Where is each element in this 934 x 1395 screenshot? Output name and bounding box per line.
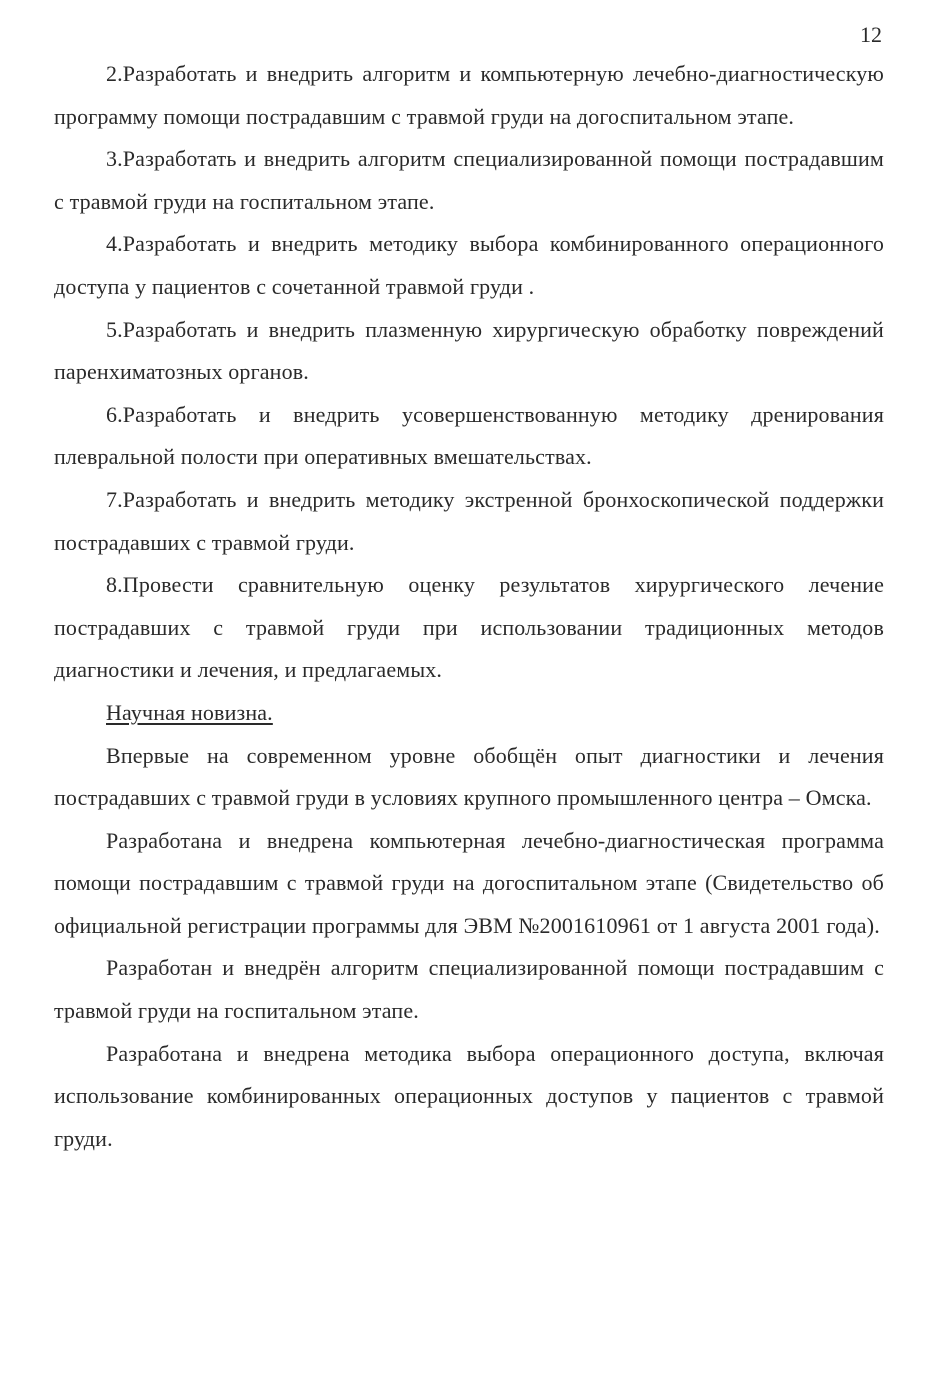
page-number: 12 bbox=[860, 22, 882, 47]
novelty-paragraph: Разработана и внедрена методика выбора операционного доступа, включая использование комбинированных операционных доступов у пациентов с травмой груди. bbox=[54, 1040, 884, 1151]
task-item-7: 7.Разработать и внедрить методику экстренной бронхоскопической поддержки пострадавших с травмой груди. bbox=[54, 486, 884, 555]
novelty-paragraph: Впервые на современном уровне обобщён опыт диагностики и лечения пострадавших с травмой груди в условиях крупного промышленного центра – Омска. bbox=[54, 742, 884, 811]
task-item-5: 5.Разработать и внедрить плазменную хирургическую обработку повреждений паренхиматозных органов. bbox=[54, 316, 884, 385]
novelty-paragraph: Разработана и внедрена компьютерная лечебно-диагностическая программа помощи пострадавшим с травмой груди на догоспитальном этапе (Свидетельство об официальной регистрации программы для ЭВМ №2001610961 от 1 августа 2001 года). bbox=[54, 827, 884, 938]
task-item-8: 8.Провести сравнительную оценку результатов хирургического лечение пострадавших с травмой груди при использовании традиционных методов диагностики и лечения, и предлагаемых. bbox=[54, 572, 884, 683]
task-item-6: 6.Разработать и внедрить усовершенствованную методику дренирования плевральной полости при оперативных вмешательствах. bbox=[54, 401, 884, 470]
task-item-4: 4.Разработать и внедрить методику выбора комбинированного операционного доступа у пациентов с сочетанной травмой груди . bbox=[54, 231, 884, 299]
novelty-paragraph: Разработан и внедрён алгоритм специализированной помощи пострадавшим с травмой груди на госпитальном этапе. bbox=[54, 955, 884, 1024]
task-item-3: 3.Разработать и внедрить алгоритм специализированной помощи пострадавшим с травмой груди на госпитальном этапе. bbox=[54, 146, 884, 214]
section-heading: Научная новизна. bbox=[106, 699, 273, 725]
document-body bbox=[54, 53, 884, 1160]
task-item-2: 2.Разработать и внедрить алгоритм и компьютерную лечебно-диагностическую программу помощи пострадавшим с травмой груди на догоспитальном этапе. bbox=[54, 61, 884, 129]
